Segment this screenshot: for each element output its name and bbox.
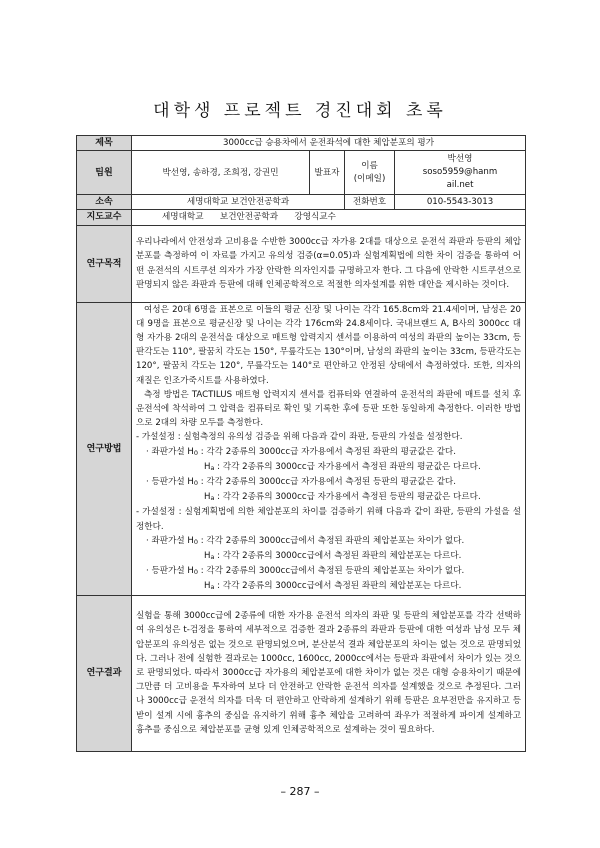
hyp-sub: 0 bbox=[193, 448, 199, 457]
hyp-text: : 각각 2종류의 3000cc급에서 측정된 좌판의 체압분포는 다르다. bbox=[214, 551, 462, 562]
hypothesis-b-heading: - 가설설정 : 실험계획법에 의한 체압분포의 차이를 검증하기 위해 다음과 같이 좌판, 등판의 가설을 설정한다. bbox=[136, 507, 522, 532]
hyp-text: : 각각 2종류의 3000cc급 자가용에서 측정된 좌판의 평균값은 다르다. bbox=[214, 461, 481, 472]
advisor-label: 지도교수 bbox=[77, 210, 132, 225]
hypothesis-b-back-h0 bbox=[136, 564, 521, 579]
hypothesis-a-heading: - 가설설정 : 실험측정의 유의성 검증을 위해 다음과 같이 좌판, 등판의 가설을 설정한다. bbox=[136, 432, 463, 443]
result-label: 연구결과 bbox=[77, 595, 132, 751]
result-paragraph: 실험을 통해 3000cc급에 2종류에 대한 자가용 운전석 의자의 좌판 및 등판의 체압분포를 각각 선택하여 유의성은 t-검정을 통하여 세부적으로 검증한 결과 2종류의 좌판과 등판에 대한 여성과 남성 모두 체압분포의 유의성은 없는 것으로 판명되었으며, 분산분석 결과 체압분포의 차이는 없는 것으로 판명되었다. 그러나 전에 실험한 결과로는 1000cc, 1600cc, 2000cc에서는 등판과 좌판에서 차이가 있는 것으로 판명되었다. 따라서 3000cc급 자가용의 체압분포에 대한 차이가 없는 것은 대형 승용차이기 때문에 그만큼 더 고비용을 투자하여 보다 더 안전하고 안락한 운전석 의자를 설계했을 것으로 추정된다. 그러나 3000cc급 운전석 의자를 더욱 더 편안하고 안락하게 설계하기 위해 등판은 요부전만을 유지하고 등받이 설계 시에 흉추의 중심을 유지하기 위해 흉추 체압을 고려하여 좌우가 적절하게 파이게 설계하고 흉추를 중심으로 체압분포를 균형 있게 인체공학적으로 설계하는 것이 필요하다. bbox=[136, 611, 522, 735]
hypothesis-b-back-ha bbox=[136, 579, 521, 594]
email-label: (이메일) bbox=[353, 173, 386, 184]
hyp-sub: 0 bbox=[193, 568, 199, 577]
purpose-row bbox=[77, 225, 526, 302]
advisor-row bbox=[77, 210, 526, 225]
topic-value: 3000cc급 승용차에서 운전좌석에 대한 체압분포의 평가 bbox=[132, 136, 526, 151]
hyp-label: H bbox=[204, 492, 211, 503]
phone-value: 010-5543-3013 bbox=[395, 195, 526, 210]
result-row bbox=[77, 595, 526, 751]
team-members: 박선영, 송하경, 조희정, 강권민 bbox=[132, 151, 310, 195]
hypothesis-b-seat-ha bbox=[136, 549, 521, 564]
name-label: 이름 bbox=[361, 160, 378, 171]
abstract-form-table bbox=[76, 135, 526, 752]
hypothesis-a-seat-h0 bbox=[136, 445, 521, 460]
topic-label: 제목 bbox=[77, 136, 132, 151]
result-text bbox=[132, 595, 526, 751]
hyp-label: · 좌판가설 H bbox=[146, 535, 194, 546]
method-row bbox=[77, 302, 526, 595]
hyp-label: H bbox=[204, 581, 211, 592]
purpose-text bbox=[132, 225, 526, 302]
method-text bbox=[132, 302, 526, 595]
affiliation-value: 세명대학교 보건안전공학과 bbox=[132, 195, 345, 210]
hyp-label: H bbox=[204, 551, 211, 562]
purpose-label: 연구목적 bbox=[77, 225, 132, 302]
phone-label: 전화번호 bbox=[345, 195, 395, 210]
presenter-email-line1: soso5959@hanm bbox=[422, 167, 498, 178]
affiliation-row bbox=[77, 195, 526, 210]
purpose-paragraph: 우리나라에서 안전성과 고비용을 수반한 3000cc급 자가용 2대를 대상으로 운전석 좌판과 등판의 체압분포를 측정하여 이 자료를 가지고 유의성 검증(α=0.05)과 실험계획법에 의한 차이 검증을 통하여 어떤 운전석의 시트쿠션 의자가 가장 안락한 의자인지를 규명하고자 한다. 그 다음에 안락한 시트쿠션으로 판명되지 않은 좌판과 등판에 대해 인체공학적으로 적절한 의자설계를 위한 대안을 제시하는 것이다. bbox=[136, 237, 522, 290]
topic-row bbox=[77, 136, 526, 151]
hyp-sub: 0 bbox=[193, 537, 199, 546]
hyp-sub: 0 bbox=[193, 479, 199, 488]
presenter-contact bbox=[395, 151, 526, 195]
hyp-label: · 등판가설 H bbox=[146, 477, 194, 488]
hypothesis-a-back-ha bbox=[136, 490, 521, 505]
hyp-text: : 각각 2종류의 3000cc급에서 측정된 좌판의 체압분포는 다르다. bbox=[214, 581, 462, 592]
team-row bbox=[77, 151, 526, 195]
hyp-text: : 각각 2종류의 3000cc급에서 측정된 좌판의 체압분포는 차이가 없다. bbox=[198, 535, 465, 546]
method-paragraph-2: 측정 방법은 TACTILUS 매트형 압력지지 센서를 컴퓨터와 연결하여 운전석의 좌판에 매트를 설치 후 운전석에 착석하여 그 압력을 컴퓨터로 확인 및 기록한 후에 등판 또한 동일하게 측정한다. 이러한 방법으로 2대의 차량 모두를 측정한다. bbox=[136, 389, 522, 429]
page-number: – 287 – bbox=[280, 785, 320, 798]
method-label: 연구방법 bbox=[77, 302, 132, 595]
hyp-text: : 각각 2종류의 3000cc급 자가용에서 측정된 좌판의 평균값은 같다. bbox=[198, 446, 456, 457]
advisor-value: 세명대학교 보건안전공학과 강영식교수 bbox=[132, 210, 526, 225]
hyp-sub: a bbox=[210, 553, 215, 562]
hyp-text: : 각각 2종류의 3000cc급 자가용에서 측정된 등판의 평균값은 같다. bbox=[198, 477, 456, 488]
method-paragraph-1: 여성은 20대 6명을 표본으로 이들의 평균 신장 및 나이는 각각 165.8cm와 21.4세이며, 남성은 20대 9명을 표본으로 평균신장 및 나이는 각각 176cm와 24.8세이다. 국내브랜드 A, B사의 3000cc 대형 자가용 2대의 운전석을 대상으로 매트형 압력지지 센서를 이용하여 여성의 좌판의 높이는 33cm, 등판각도는 110°, 팔꿈치 각도는 150°, 무릎각도는 130°이며, 남성의 좌판의 높이는 33cm, 등판각도는 120°, 팔꿈치 각도는 120°, 무릎각도는 140°로 편안하고 안정된 상태에서 측정하였다. 또한, 의자의 재질은 인조가죽시트를 사용하였다. bbox=[136, 304, 522, 386]
hyp-text: : 각각 2종류의 3000cc급 자가용에서 측정된 등판의 평균값은 다르다. bbox=[214, 492, 481, 503]
hypothesis-b-seat-h0 bbox=[136, 534, 521, 549]
team-label: 팀원 bbox=[77, 151, 132, 195]
affiliation-label: 소속 bbox=[77, 195, 132, 210]
presenter-label: 발표자 bbox=[310, 151, 345, 195]
presenter-email-line2: ail.net bbox=[446, 180, 474, 191]
hyp-text: : 각각 2종류의 3000cc급에서 측정된 등판의 체압분포는 차이가 없다. bbox=[198, 566, 465, 577]
hyp-sub: a bbox=[210, 494, 215, 503]
presenter-name: 박선영 bbox=[447, 154, 473, 165]
hypothesis-a-seat-ha bbox=[136, 460, 521, 475]
hyp-sub: a bbox=[210, 463, 215, 472]
document-title: 대학생 프로젝트 경진대회 초록 bbox=[153, 101, 447, 121]
hypothesis-a-back-h0 bbox=[136, 475, 521, 490]
hyp-label: H bbox=[204, 461, 211, 472]
hyp-label: · 좌판가설 H bbox=[146, 446, 194, 457]
hyp-label: · 등판가설 H bbox=[146, 566, 194, 577]
name-email-label bbox=[345, 151, 395, 195]
hyp-sub: a bbox=[210, 583, 215, 592]
